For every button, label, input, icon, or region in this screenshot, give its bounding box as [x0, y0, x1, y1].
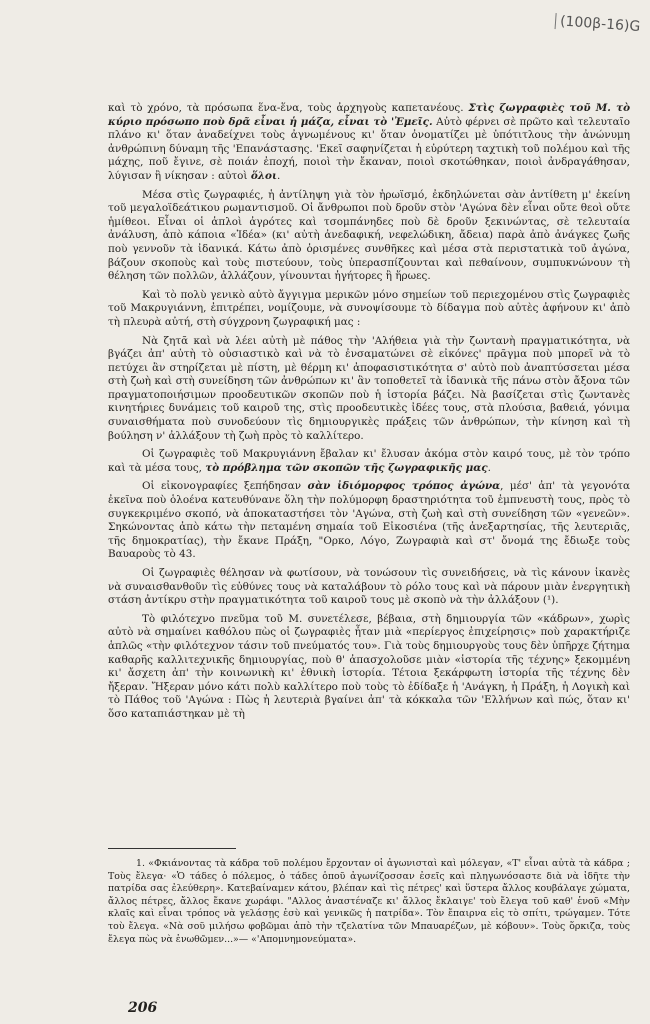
footnote-divider [108, 848, 236, 849]
footnote: 1. «Φκιάνοντας τὰ κάδρα τοῦ πολέμου ἔρχονταν οἱ ἀγωνισταὶ καὶ μόλεγαν, «Τ' εἶναι αὐτὰ τὰ κάδρα ; Τοὺς ἔλεγα· «Ὁ τάδες ὁ πόλεμος, ὁ τάδες ὁποῦ ἀγωνίζοσσαν ἐσεῖς καὶ πληγωνόσαστε διὰ νὰ ἰδῆτε τὴν πατρίδα σας ἐλεύθερη». Κατεβαίναμεν κάτου, βλέπαν καὶ τὶς πέτρες' καὶ ὕστερα ἄλλος κουβάλαγε χώματα, ἄλλος πέτρες, ἄλλος ἔκανε χωράφι. "Αλλος ἀναστέναζε κι' ἄλλος ἔκλαιγε' τοὺ ἔλεγα τοῦ καθ' ἑνοῦ «Μὴν κλαῖς καὶ εἶναι τρόπος νὰ γελάσῃς ἐσὺ καὶ γενικῶς ἡ πατρίδα». Τὸν ἔπαιρνα εἰς τὸ σπίτι, τρώγαμεν. Τότε τοὺ ἔλεγα. «Νὰ σοῦ μιλήσω φοβῶμαι ἀπὸ τὴν τζελατίνα τῶν Μπαυαρέζων, μὲ κόβουν». Τοὺς ὅρκιζα, τοὺς ἔλεγα πὼς νὰ ἑνωθῶμεν...»— «'Απομνημονεύματα». [108, 858, 630, 945]
paragraph: Οἱ ζωγραφιὲς τοῦ Μακρυγιάννη ἔβαλαν κι' ἔλυσαν ἀκόμα στὸν καιρό τους, μὲ τὸν τρόπο καὶ τὰ μέσα τους, τὸ πρόβλημα τῶν σκοπῶν τῆς ζωγραφικῆς μας. [108, 448, 630, 474]
paragraph: Μέσα στὶς ζωγραφιές, ἡ ἀντίληψη γιὰ τὸν ἡρωϊσμό, ἐκδηλώνεται σὰν ἀντίθετη μ' ἐκείνη τοῦ μεγαλοϊδεάτικου ρωμαντισμοῦ. Οἱ ἄνθρωποι ποὺ δροῦν στὸν 'Αγώνα δὲν εἶναι οὔτε θεοὶ οὔτε ἡμίθεοι. Εἶναι οἱ ἁπλοὶ ἀγρότες καὶ τσομπάνηδες ποὺ δὲ δροῦν ξεκινώντας, σὲ τελευταία ἀνάλυση, ἀπὸ κάποια «Ἰδέα» (κι' αὐτὴ ἀνεδαφική, νεφελώδικη, ἄδεια) παρὰ ἀπὸ ἀνάγκες ζωῆς ποὺ γεννοῦν τὰ ἰδανικά. Κάτω ἀπὸ ὁρισμένες συνθῆκες καὶ μέσα στὰ περιστατικὰ τοῦ ἀγώνα, βάζουν σκοποὺς καὶ τοὺς πιστεύουν, τοὺς ὑπερασπίζουνται καὶ πεθαίνουν, συμπυκνώνουν τὴ θέληση τῶν πολλῶν, ἀλλάζουν, γίνουνται ἡγήτορες ἢ ἥρωες. [108, 188, 630, 283]
page-number: 206 [128, 1000, 158, 1016]
handwritten-archive-note: (100β-16)G [554, 13, 640, 35]
emphasis: σὰν ἰδιόμορφος τρόπος ἀγώνα [307, 480, 501, 493]
emphasis: Στὶς ζωγραφιὲς τοῦ Μ. τὸ κύριο πρόσωπο ποὺ δρᾶ εἶναι ἡ μάζα, εἶναι τὸ 'Ἐμεῖς. [108, 102, 630, 128]
paragraph: Οἱ ζωγραφιὲς θέλησαν νὰ φωτίσουν, νὰ τονώσουν τὶς συνειδήσεις, νὰ τὶς κάνουν ἱκανὲς νὰ συναισθανθοῦν τὶς εὐθύνες τους νὰ καταλάβουν τὸ ρόλο τους καὶ νὰ πάρουν μιὰν ἐνεργητικὴ στάση ἀντίκρυ στὴν πραγματικότητα τοῦ καιροῦ τους μὲ σκοπὸ νὰ τὴν ἀλλάξουν (¹). [108, 567, 630, 607]
emphasis: τὸ πρόβλημα τῶν σκοπῶν τῆς ζωγραφικῆς μας [205, 461, 488, 474]
body-text [108, 102, 630, 727]
emphasis: ὅλοι [250, 169, 277, 182]
paragraph: Οἱ εἰκονογραφίες ξεπήδησαν σὰν ἰδιόμορφος τρόπος ἀγώνα, μέσ' ἀπ' τὰ γεγονότα ἐκεῖνα ποὺ ὁλοένα κατευθύνανε ὅλη τὴν πολύμορφη δραστηριότητα τοῦ ἐμπνευστὴ τους, πρὸς τὸ συγκεκριμένο σκοπό, νὰ ἀποκαταστήσει τὸν 'Αγώνα, στὴ ζωὴ καὶ στὴ συνείδηση τῶν «γενεῶν». Σηκώνοντας ἀπὸ κάτω τὴν πεταμένη σημαία τοῦ Εἰκοσιένα (τῆς ἀνεξαρτησίας, τῆς λευτεριᾶς, τῆς δημοκρατίας), τὴν ἔκανε Πράξη, "Ορκο, Λόγο, Ζωγραφιὰ καὶ στ' ὄνομά της ἔδιωξε τοὺς Βαυαροὺς τὸ 43. [108, 480, 630, 561]
paragraph: Νὰ ζητᾶ καὶ νὰ λέει αὐτὴ μὲ πάθος τὴν 'Αλήθεια γιὰ τὴν ζωντανὴ πραγματικότητα, νὰ βγάζει ἀπ' αὐτὴ τὸ οὐσιαστικὸ καὶ νὰ τὸ ἐνσαματώνει σὲ εἰκόνες' πρᾶγμα ποὺ μπορεῖ νὰ τὸ πετύχει ἂν στηρίζεται μὲ πίστη, μὲ θέρμη κι' ἀποφασιστικότητα σ' αὐτὸ ποὺ ἀναπτύσσεται μέσα στὴ ζωὴ καὶ στὴ συνείδηση τῶν ἀνθρώπων κι' ἂν τοποθετεῖ τὰ ἰδανικὰ τῆς πάνω στὸν ἄξονα τῶν πραγματοποιήσιμων προοδευτικῶν σκοπῶν ποὺ ἡ ἱστορία βάζει. Νὰ βασίζεται στὶς ζωντανὲς κινητήριες δυνάμεις τοῦ καιροῦ της, στὶς προοδευτικὲς ἰδέες τους, στὰ πλούσια, βαθειά, γόνιμα συναισθήματα ποὺ συνοδεύουν τὶς δημιουργικὲς πράξεις τῶν ἀνθρώπων, τὴν κίνηση καὶ τὴ βούληση ν' ἀλλάξουν τὴ ζωὴ πρὸς τὸ καλλίτερο. [108, 334, 630, 442]
paragraph: καὶ τὸ χρόνο, τὰ πρόσωπα ἕνα-ἕνα, τοὺς ἀρχηγοὺς καπετανέους. Στὶς ζωγραφιὲς τοῦ Μ. τὸ κύριο πρόσωπο ποὺ δρᾶ εἶναι ἡ μάζα, εἶναι τὸ 'Ἐμεῖς. Αὐτὸ φέρνει σὲ πρῶτο καὶ τελευταῖο πλάνο κι' ὅταν ἀναδείχνει τοὺς ἀγνωμένους κι' ὅταν ὀνοματίζει μὲ ὑπότιτλους τὴν ἀνώνυμη ἀνθρώπινη δύναμη τῆς 'Επανάστασης. 'Εκεῖ σαφηνίζεται ἡ εὐρύτερη ταχτικὴ τοῦ πολέμου καὶ τῆς μάχης, ποῦ ἔγινε, σὲ ποιάν ἐποχή, ποιοὶ τὴν ἔκαναν, ποιοὶ σκοτώθηκαν, ποιοὶ ἀνδραγάθησαν, λύγισαν ἢ νίκησαν : αὐτοὶ ὅλοι. [108, 102, 630, 182]
paragraph: Τὸ φιλότεχνο πνεῦμα τοῦ Μ. συνετέλεσε, βέβαια, στὴ δημιουργία τῶν «κάδρων», χωρὶς αὐτὸ νὰ σημαίνει καθόλου πὼς οἱ ζωγραφιὲς ἦταν μιὰ «περίεργος ἐπιχείρησις» ποὺ χαρακτήριζε ἁπλῶς «τὴν φιλότεχνον τάσιν τοῦ πνεύματός του». Γιὰ τοὺς δημιουργοὺς τους δὲν ὑπῆρχε ζήτημα καθαρῆς καλλιτεχνικῆς δημιουργίας, ποὺ θ' ἀπασχολοῦσε μιὰν «ἱστορία τῆς τέχνης» ξεκομμένη κι' ἄσχετη ἀπ' τὴν κοινωνικὴ κι' ἐθνικὴ ἱστορία. Τέτοια ξεκάρφωτη ἱστορία τῆς τέχνης δὲν ἤξεραν. Ἤξεραν μόνο κάτι πολὺ καλλίτερο ποὺ τοὺς τὸ ἐδίδαξε ἡ 'Ανάγκη, ἡ Πράξη, ἡ Λογικὴ καὶ τὸ Πάθος τοῦ 'Αγώνα : Πὼς ἡ λευτεριὰ βγαίνει ἀπ' τὰ κόκκαλα τῶν 'Ελλήνων καὶ πώς, ὅταν κι' ὅσο καταπιάστηκαν μὲ τὴ [108, 612, 630, 720]
paragraph: Καὶ τὸ πολὺ γενικὸ αὐτὸ ἄγγιγμα μερικῶν μόνο σημείων τοῦ περιεχομένου στὶς ζωγραφιὲς τοῦ Μακρυγιάννη, ἐπιτρέπει, νομίζουμε, νὰ συνοψίσουμε τὸ δίδαγμα ποὺ αὐτὲς ἀφήνουν κι' ἀπὸ τὴ πλευρὰ αὐτή, στὴ σύγχρονη ζωγραφική μας : [108, 288, 630, 328]
